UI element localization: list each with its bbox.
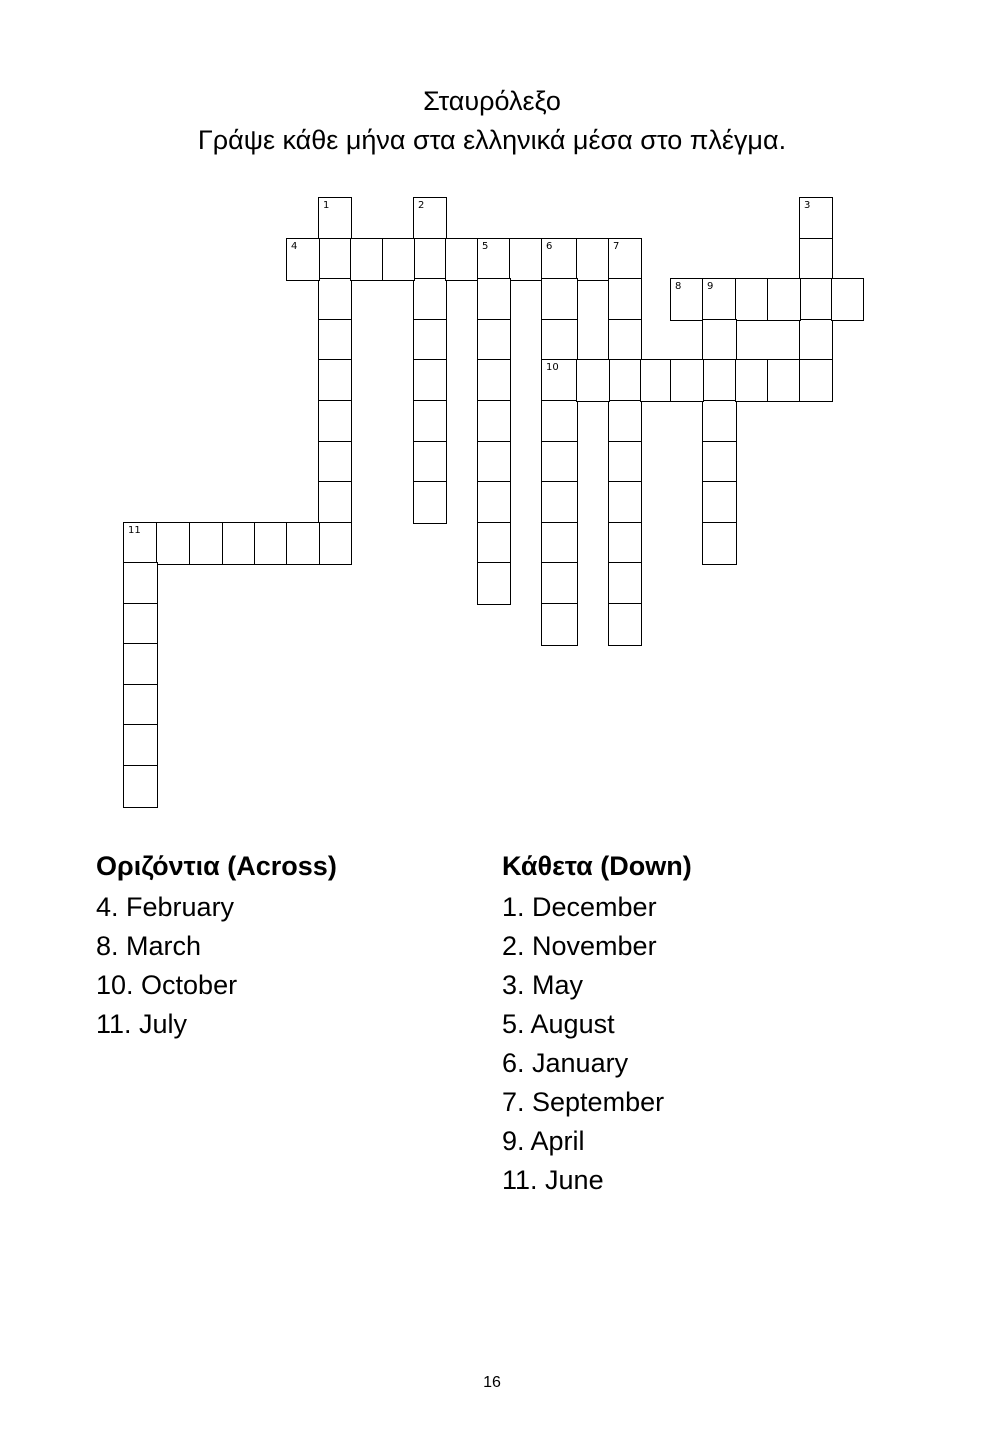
crossword-cell[interactable] bbox=[413, 197, 447, 240]
down-clues bbox=[502, 846, 692, 1200]
instructions: Γράψε κάθε μήνα στα ελληνικά μέσα στο πλέγμα. bbox=[197, 125, 787, 155]
crossword-cell[interactable] bbox=[799, 359, 833, 402]
down-clue: 11. June bbox=[502, 1165, 604, 1195]
across-clue: 4. February bbox=[96, 892, 235, 922]
page-title: Σταυρόλεξο bbox=[423, 86, 561, 116]
crossword-cell[interactable] bbox=[608, 319, 642, 362]
crossword-cell[interactable] bbox=[286, 522, 320, 565]
crossword-cell[interactable] bbox=[831, 278, 864, 321]
crossword-cell[interactable] bbox=[123, 765, 158, 808]
down-clue: 9. April bbox=[502, 1126, 585, 1156]
crossword-cell[interactable] bbox=[477, 319, 511, 362]
crossword-cell[interactable] bbox=[541, 278, 578, 321]
crossword-cell[interactable] bbox=[670, 359, 704, 402]
crossword-cell[interactable] bbox=[413, 319, 447, 362]
crossword-cell[interactable] bbox=[123, 603, 158, 646]
crossword-cell[interactable] bbox=[608, 359, 642, 402]
crossword-cell[interactable] bbox=[702, 319, 737, 362]
crossword-cell[interactable] bbox=[509, 238, 543, 281]
crossword-cell[interactable] bbox=[608, 522, 642, 565]
crossword-cell[interactable] bbox=[413, 359, 447, 402]
page-number: 16 bbox=[483, 1374, 501, 1391]
clue-number: 3 bbox=[804, 200, 811, 211]
crossword-cell[interactable] bbox=[735, 278, 769, 321]
clue-number: 6 bbox=[546, 241, 553, 252]
crossword-cell[interactable] bbox=[350, 238, 384, 281]
crossword-cell[interactable] bbox=[576, 238, 610, 281]
crossword-cell[interactable] bbox=[222, 522, 256, 565]
crossword-cell[interactable] bbox=[318, 197, 352, 240]
across-clue: 10. October bbox=[96, 970, 238, 1000]
crossword-cell[interactable] bbox=[477, 278, 511, 321]
crossword-cell[interactable] bbox=[541, 522, 578, 565]
crossword-cell[interactable] bbox=[608, 441, 642, 484]
crossword-cell[interactable] bbox=[413, 278, 447, 321]
clue-number: 1 bbox=[323, 200, 330, 211]
crossword-cell[interactable] bbox=[767, 359, 801, 402]
crossword-cell[interactable] bbox=[608, 562, 642, 605]
crossword-cell[interactable] bbox=[413, 400, 447, 443]
clue-number: 2 bbox=[418, 200, 425, 211]
crossword-cell[interactable] bbox=[318, 522, 352, 565]
crossword-cell[interactable] bbox=[608, 278, 642, 321]
across-heading: Οριζόντια (Across) bbox=[96, 851, 337, 881]
down-clue: 3. May bbox=[502, 970, 584, 1000]
crossword-cell[interactable] bbox=[477, 441, 511, 484]
down-clue: 1. December bbox=[502, 892, 657, 922]
crossword-cell[interactable] bbox=[767, 278, 801, 321]
crossword-cell[interactable] bbox=[541, 562, 578, 605]
crossword-cell[interactable] bbox=[156, 522, 191, 565]
crossword-cell[interactable] bbox=[318, 278, 352, 321]
crossword-cell[interactable] bbox=[640, 359, 672, 402]
clue-number: 8 bbox=[675, 281, 682, 292]
crossword-cell[interactable] bbox=[445, 238, 479, 281]
crossword-cell[interactable] bbox=[477, 238, 511, 281]
down-clue: 2. November bbox=[502, 931, 657, 961]
across-clue: 11. July bbox=[96, 1009, 188, 1039]
crossword-cell[interactable] bbox=[702, 278, 737, 321]
crossword-cell[interactable] bbox=[413, 441, 447, 484]
crossword-cell[interactable] bbox=[702, 522, 737, 565]
crossword-cell[interactable] bbox=[123, 684, 158, 727]
crossword-cell[interactable] bbox=[254, 522, 288, 565]
down-clue: 5. August bbox=[502, 1009, 615, 1039]
crossword-cell[interactable] bbox=[477, 400, 511, 443]
crossword-cell[interactable] bbox=[189, 522, 224, 565]
crossword-cell[interactable] bbox=[799, 197, 833, 240]
clue-number: 4 bbox=[291, 241, 298, 252]
crossword-cell[interactable] bbox=[318, 238, 352, 281]
crossword-cell[interactable] bbox=[702, 481, 737, 524]
crossword-cell[interactable] bbox=[799, 238, 833, 281]
crossword-cell[interactable] bbox=[702, 359, 737, 402]
crossword-cell[interactable] bbox=[477, 359, 511, 402]
crossword-cell[interactable] bbox=[123, 643, 158, 686]
crossword-cell[interactable] bbox=[541, 359, 578, 402]
crossword-cell[interactable] bbox=[123, 724, 158, 767]
crossword-cell[interactable] bbox=[477, 481, 511, 524]
crossword-cell[interactable] bbox=[799, 278, 833, 321]
crossword-cell[interactable] bbox=[608, 400, 642, 443]
crossword-cell[interactable] bbox=[702, 400, 737, 443]
crossword-cell[interactable] bbox=[576, 359, 610, 402]
clue-number: 10 bbox=[546, 362, 559, 373]
down-clue: 6. January bbox=[502, 1048, 629, 1078]
crossword-cell[interactable] bbox=[477, 562, 511, 605]
crossword-cell[interactable] bbox=[541, 238, 578, 281]
crossword-cell[interactable] bbox=[541, 400, 578, 443]
crossword-cell[interactable] bbox=[608, 238, 642, 281]
down-heading: Κάθετα (Down) bbox=[502, 851, 692, 881]
crossword-cell[interactable] bbox=[413, 238, 447, 281]
clue-number: 11 bbox=[128, 525, 141, 536]
crossword-cell[interactable] bbox=[541, 481, 578, 524]
across-clue: 8. March bbox=[96, 931, 202, 961]
crossword-cell[interactable] bbox=[541, 319, 578, 362]
crossword-cell[interactable] bbox=[123, 522, 158, 565]
crossword-cell[interactable] bbox=[735, 359, 769, 402]
crossword-cell[interactable] bbox=[702, 441, 737, 484]
crossword-cell[interactable] bbox=[541, 603, 578, 646]
down-clue: 7. September bbox=[502, 1087, 665, 1117]
clue-number: 9 bbox=[707, 281, 714, 292]
clue-number: 7 bbox=[613, 241, 620, 252]
crossword-cell[interactable] bbox=[799, 319, 833, 362]
crossword-cell[interactable] bbox=[413, 481, 447, 524]
crossword-cell[interactable] bbox=[608, 481, 642, 524]
crossword-cell[interactable] bbox=[477, 522, 511, 565]
crossword-cell[interactable] bbox=[286, 238, 320, 281]
crossword-cell[interactable] bbox=[608, 603, 642, 646]
crossword-cell[interactable] bbox=[318, 359, 352, 402]
crossword-cell[interactable] bbox=[318, 400, 352, 443]
crossword-cell[interactable] bbox=[670, 278, 704, 321]
crossword-cell[interactable] bbox=[541, 441, 578, 484]
crossword-cell[interactable] bbox=[123, 562, 158, 605]
crossword-cell[interactable] bbox=[382, 238, 415, 281]
clue-number: 5 bbox=[482, 241, 489, 252]
crossword-cell[interactable] bbox=[318, 319, 352, 362]
across-clues bbox=[96, 846, 337, 1044]
crossword-cell[interactable] bbox=[318, 441, 352, 484]
crossword-cell[interactable] bbox=[318, 481, 352, 524]
